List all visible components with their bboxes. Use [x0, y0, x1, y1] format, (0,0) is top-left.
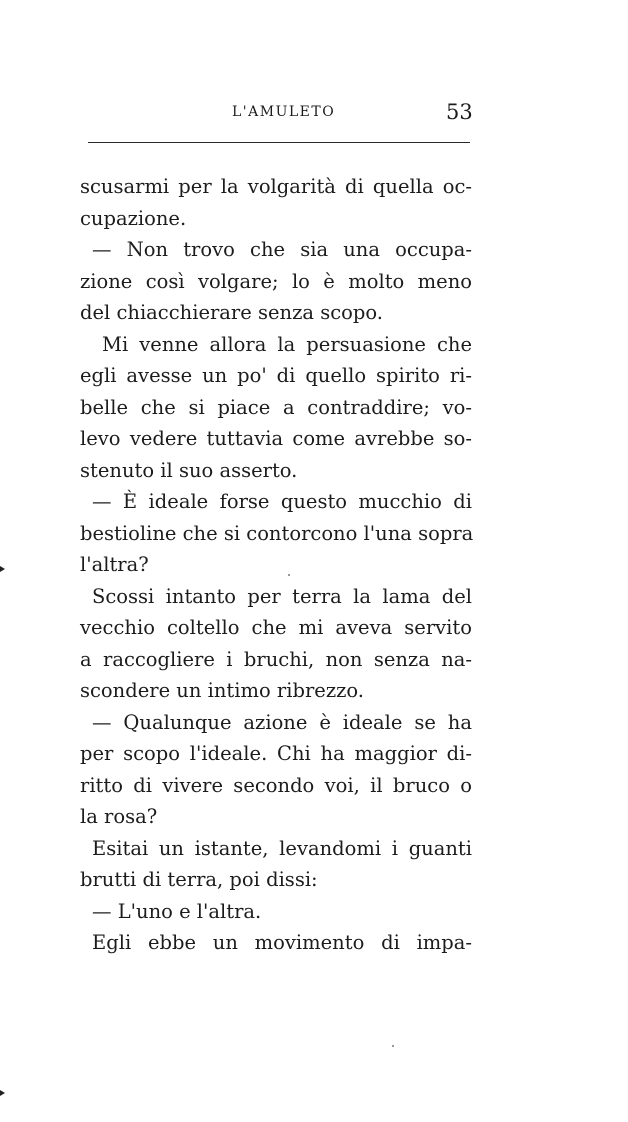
text-line: cupazione. — [80, 206, 187, 230]
text-line: l'altra? — [80, 553, 149, 576]
text-line: Scossi intanto per terra la lama del — [92, 584, 472, 608]
page-number: 53 — [446, 100, 473, 124]
text-line: levo vedere tuttavia come avrebbe so- — [80, 427, 472, 450]
text-line: — L'uno e l'altra. — [92, 899, 262, 923]
running-title: L'AMULETO — [232, 104, 336, 120]
page-header — [0, 98, 628, 134]
text-line: Egli ebbe un movimento di impa- — [92, 931, 472, 954]
text-line: del chiacchierare senza scopo. — [80, 301, 383, 324]
text-line: stenuto il suo asserto. — [80, 458, 298, 482]
text-line: egli avesse un po' di quello spirito ri- — [80, 364, 472, 387]
text-line: per scopo l'ideale. Chi ha maggior di- — [80, 742, 472, 765]
body-text — [80, 171, 472, 959]
paper-speck — [288, 574, 290, 576]
text-line: brutti di terra, poi dissi: — [80, 868, 318, 891]
text-line: scondere un intimo ribrezzo. — [80, 679, 364, 702]
text-line: — Non trovo che sia una occupa- — [92, 238, 472, 261]
text-line: vecchio coltello che mi aveva servito — [80, 616, 472, 639]
margin-mark — [0, 1090, 5, 1096]
text-line: — È ideale forse questo mucchio di — [92, 490, 472, 513]
text-line: la rosa? — [80, 805, 158, 828]
text-line: zione così volgare; lo è molto meno — [80, 269, 472, 293]
text-line: a raccogliere i bruchi, non senza na- — [80, 647, 472, 671]
text-line: ritto di vivere secondo voi, il bruco o — [80, 773, 472, 797]
text-line: scusarmi per la volgarità di quella oc- — [80, 175, 472, 198]
text-line: bestioline che si contorcono l'una sopra — [80, 521, 474, 545]
text-line: Mi venne allora la persuasione che — [102, 332, 472, 356]
text-line: Esitai un istante, levandomi i guanti — [92, 836, 472, 860]
margin-mark — [0, 566, 5, 572]
text-line: — Qualunque azione è ideale se ha — [92, 710, 472, 734]
header-rule — [88, 142, 470, 143]
paper-speck — [392, 1045, 394, 1047]
text-line: belle che si piace a contraddire; vo- — [80, 395, 472, 419]
